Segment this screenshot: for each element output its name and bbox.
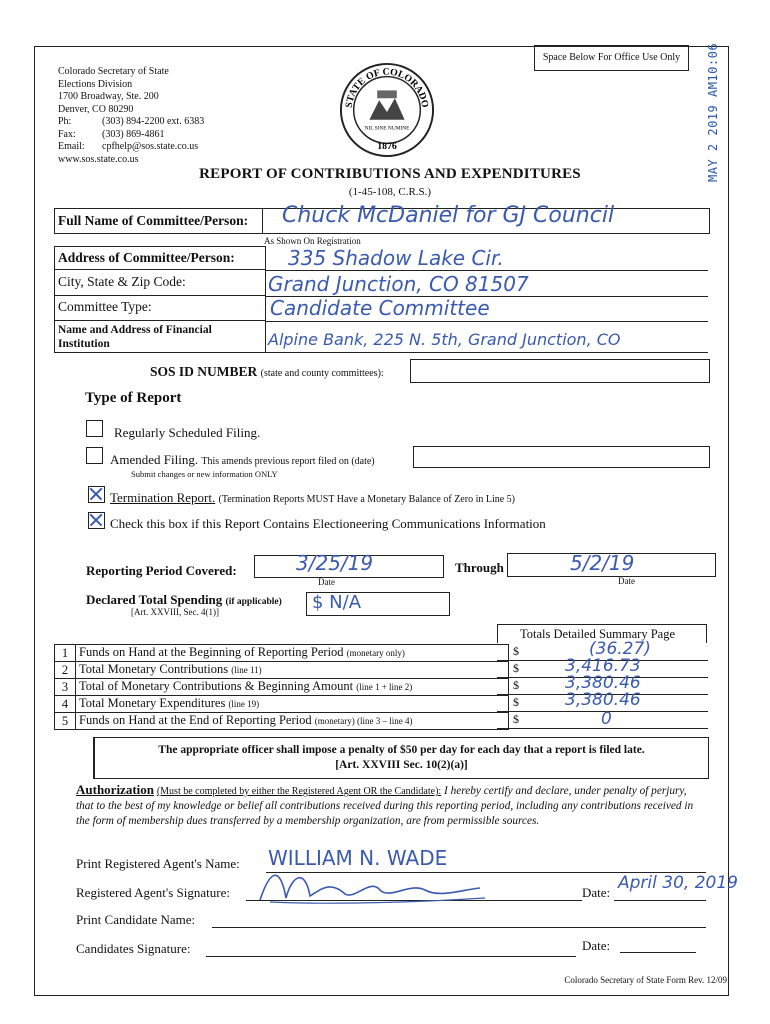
agent-name-label: Print Registered Agent's Name:: [76, 856, 240, 871]
table-row: 3 Total of Monetary Contributions & Beginning Amount (line 1 + line 2): [55, 679, 509, 696]
amount-line-4[interactable]: 3,380.46: [565, 690, 641, 710]
table-row: 2 Total Monetary Contributions (line 11): [55, 662, 509, 679]
email: cpfhelp@sos.state.co.us: [102, 141, 199, 152]
address-line: Elections Division: [58, 78, 133, 90]
received-stamp: MAY 2 2019 AM10:06: [706, 42, 720, 182]
regular-filing-checkbox[interactable]: [86, 420, 103, 437]
totals-column: [497, 639, 708, 729]
divider: [54, 320, 266, 321]
amount-line-2[interactable]: 3,416.73: [565, 656, 641, 676]
state-seal-icon: [338, 61, 436, 159]
sos-address: [58, 66, 204, 166]
bank-label: Name and Address of Financial Institution: [58, 324, 212, 350]
period-from-value[interactable]: 3/25/19: [296, 551, 374, 575]
agent-signature-icon[interactable]: [250, 860, 500, 910]
address-line: 1700 Broadway, Ste. 200: [58, 91, 159, 102]
table-row: 4 Total Monetary Expenditures (line 19): [55, 696, 509, 713]
city-value[interactable]: Grand Junction, CO 81507: [268, 272, 529, 296]
underline: [266, 352, 708, 353]
spending-label: Declared Total Spending (if applicable): [86, 592, 282, 607]
period-label: Reporting Period Covered:: [86, 563, 237, 578]
electioneering-label: Check this box if this Report Contains Electioneering Communications Information: [110, 516, 546, 531]
office-use-box: Space Below For Office Use Only: [534, 45, 689, 71]
address-value[interactable]: 335 Shadow Lake Cir.: [288, 246, 504, 270]
regular-filing-label: Regularly Scheduled Filing.: [114, 425, 261, 440]
underline: [266, 321, 708, 322]
agent-name-value[interactable]: WILLIAM N. WADE: [268, 846, 448, 870]
amended-filing-checkbox[interactable]: [86, 447, 103, 464]
report-type-heading: Type of Report: [85, 390, 182, 406]
divider: [262, 208, 263, 234]
agent-date-label: Date:: [582, 885, 611, 900]
form-citation: (1-45-108, C.R.S.): [348, 186, 432, 198]
summary-table: [54, 644, 509, 730]
spending-art: [Art. XXVIII, Sec. 4(1)]: [131, 607, 219, 617]
fax: (303) 869-4861: [102, 128, 165, 140]
termination-label: Termination Report. (Termination Reports MUST Have a Monetary Balance of Zero in Line 5): [110, 490, 516, 505]
form-title: REPORT OF CONTRIBUTIONS AND EXPENDITURES: [199, 166, 581, 182]
bank-value[interactable]: Alpine Bank, 225 N. 5th, Grand Junction, CO: [268, 330, 621, 349]
candidate-signature-input[interactable]: [206, 956, 576, 957]
total-row: $ 3,380.46: [497, 678, 708, 695]
city-label: City, State & Zip Code:: [58, 274, 186, 289]
amended-sub: Submit changes or new information ONLY: [131, 469, 278, 479]
electioneering-checkbox[interactable]: [88, 512, 105, 529]
date-caption: Date: [318, 577, 335, 587]
candidate-name-input[interactable]: [212, 927, 706, 928]
candidate-signature-label: Candidates Signature:: [76, 941, 191, 956]
email-label: Email:: [58, 141, 85, 152]
form-footer: Colorado Secretary of State Form Rev. 12/09: [564, 975, 727, 985]
sos-id-label: SOS ID NUMBER (state and county committees):: [150, 364, 384, 379]
total-row: $ 3,380.46: [497, 695, 708, 712]
amended-date-input[interactable]: [413, 446, 710, 468]
amount-line-1[interactable]: (36.27): [589, 639, 651, 659]
registration-note: As Shown On Registration: [264, 236, 361, 246]
total-row: $ 0: [497, 712, 708, 729]
spending-value[interactable]: $ N/A: [312, 592, 362, 613]
committee-name-value[interactable]: Chuck McDaniel for GJ Council: [282, 203, 615, 228]
table-row: 5 Funds on Hand at the End of Reporting Period (monetary) (line 3 – line 4): [55, 713, 509, 730]
address-line: Denver, CO 80290: [58, 103, 134, 115]
total-row: $ (36.27): [497, 644, 708, 661]
table-row: 1 Funds on Hand at the Beginning of Reporting Period (monetary only): [55, 645, 509, 662]
type-value[interactable]: Candidate Committee: [270, 296, 490, 320]
fax-label: Fax:: [58, 128, 76, 140]
through-label: Through: [455, 560, 504, 575]
svg-text:1876: 1876: [377, 141, 397, 153]
agent-date-value[interactable]: April 30, 2019: [618, 873, 738, 893]
penalty-notice: The appropriate officer shall impose a penalty of $50 per day for each day that a report is filed late. [Art. XXVIII Sec. 10(2)(a)]: [93, 737, 709, 779]
period-to-value[interactable]: 5/2/19: [570, 551, 635, 575]
agent-signature-label: Registered Agent's Signature:: [76, 885, 230, 900]
amended-filing-label: Amended Filing. This amends previous report filed on (date): [110, 452, 375, 467]
svg-text:NIL SINE NUMINE: NIL SINE NUMINE: [364, 125, 410, 132]
termination-checkbox[interactable]: [88, 486, 105, 503]
candidate-date-input[interactable]: [620, 952, 696, 953]
phone-label: Ph:: [58, 116, 72, 127]
underline: [614, 900, 706, 901]
divider: [54, 269, 266, 270]
underline: [266, 270, 708, 271]
candidate-date-label: Date:: [582, 938, 611, 953]
phone: (303) 894-2200 ext. 6383: [102, 116, 205, 127]
authorization-text: Authorization (Must be completed by either the Registered Agent OR the Candidate): I hereby certify and declare, under penalty of perjury, that to the best of my knowledge or belief all contributions received during this reporting period, including any contributions received in the form of membership dues transferred by a membership organization, are from permissible sources.: [76, 782, 694, 827]
date-caption: Date: [618, 576, 635, 586]
type-label: Committee Type:: [58, 299, 152, 314]
sos-id-input[interactable]: [410, 359, 710, 383]
svg-text:STATE OF COLORADO: STATE OF COLORADO: [343, 66, 431, 109]
divider: [54, 295, 266, 296]
amount-line-3[interactable]: 3,380.46: [565, 673, 641, 693]
candidate-name-label: Print Candidate Name:: [76, 912, 196, 927]
address-line: Colorado Secretary of State: [58, 66, 169, 77]
website: www.sos.state.co.us: [58, 153, 139, 165]
total-row: $ 3,416.73: [497, 661, 708, 678]
amount-line-5[interactable]: 0: [601, 709, 612, 729]
name-label: Full Name of Committee/Person:: [58, 213, 249, 228]
totals-header: Totals Detailed Summary Page: [520, 627, 675, 641]
address-label: Address of Committee/Person:: [58, 250, 235, 265]
